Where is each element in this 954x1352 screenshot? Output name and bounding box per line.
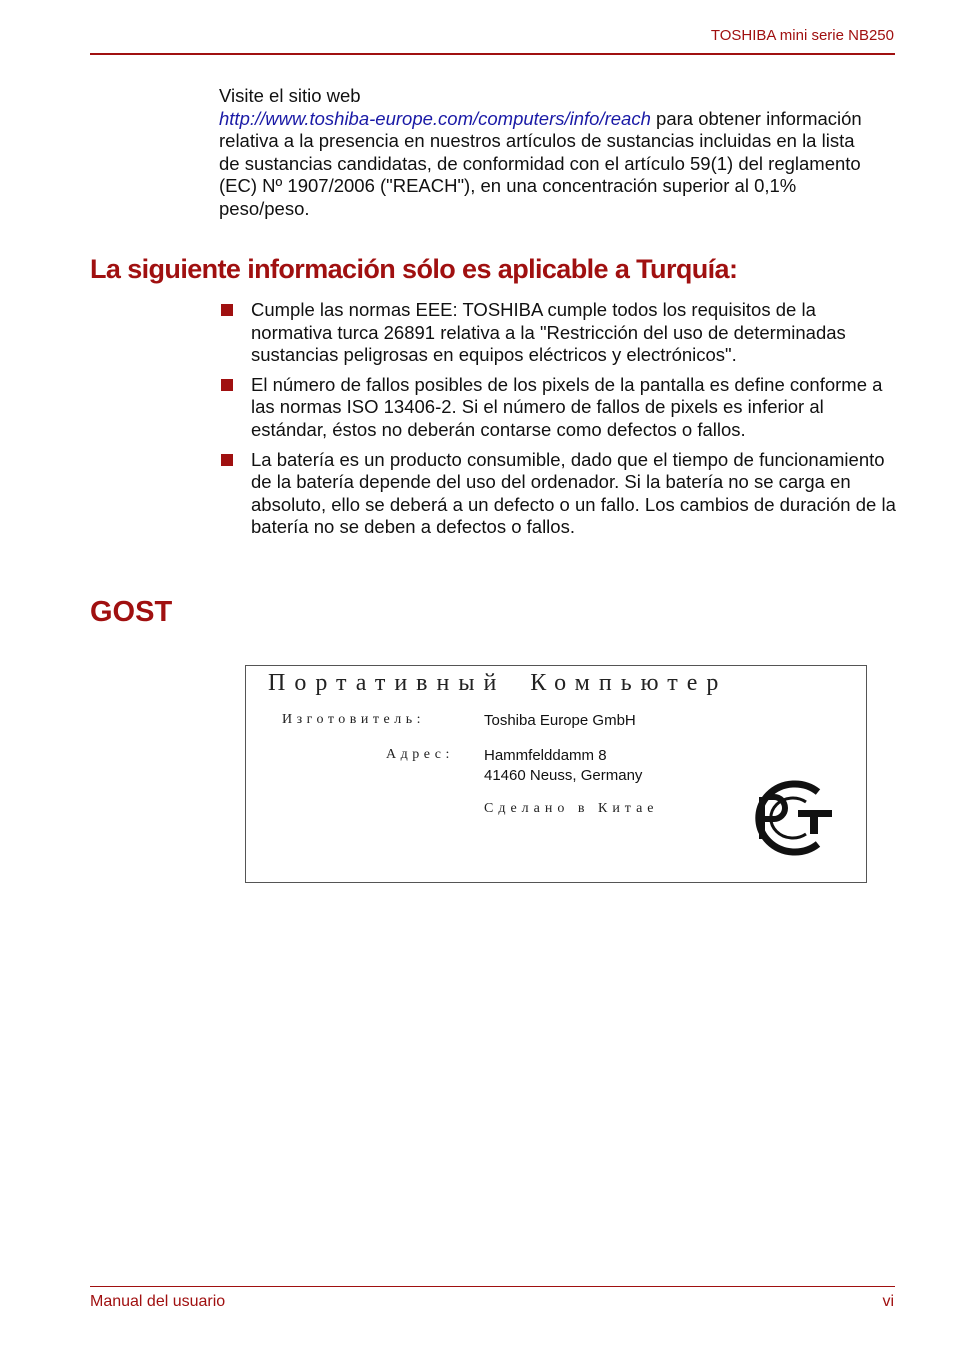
reach-paragraph [219, 85, 879, 221]
list-item [219, 299, 899, 367]
pct-certification-icon [740, 778, 840, 858]
address-line-1: Hammfelddamm 8 [484, 747, 607, 764]
header-title: TOSHIBA mini serie NB250 [710, 27, 894, 44]
manufacturer-label: Изготовитель: [282, 712, 425, 727]
bullet-text: Cumple las normas EEE: TOSHIBA cumple todos los requisitos de la normativa turca 26891 relativa a la "Restricción del uso de determinadas sustancias peligrosas en equipos eléctricos y electrónicos". [251, 299, 846, 366]
list-item [219, 449, 899, 539]
list-item [219, 374, 899, 442]
bullet-text: El número de fallos posibles de los pixels de la pantalla es define conforme a las normas ISO 13406-2. Si el número de fallos de pixels es inferior al estándar, éstos no deberán contarse como defectos o fallos. [251, 373, 883, 440]
bullet-square-icon [221, 379, 233, 391]
bullet-square-icon [221, 454, 233, 466]
product-title: Портативный Компьютер [268, 670, 728, 696]
intro-prefix: Visite el sitio web [219, 85, 361, 106]
turkey-heading: La siguiente información sólo es aplicable a Turquía: [90, 254, 738, 284]
header-rule [90, 53, 895, 55]
page-number: vi [882, 1293, 894, 1310]
manufacturer-value: Toshiba Europe GmbH [484, 712, 636, 729]
address-value [484, 746, 642, 785]
footer-manual-title: Manual del usuario [90, 1293, 226, 1310]
address-line-2: 41460 Neuss, Germany [484, 766, 643, 784]
gost-certificate [245, 665, 867, 883]
footer-rule [90, 1286, 895, 1287]
bullet-square-icon [221, 304, 233, 316]
made-in-label: Сделано в Китае [484, 801, 659, 816]
bullet-text: La batería es un producto consumible, dado que el tiempo de funcionamiento de la batería depende del uso del ordenador. Si la batería no se carga en absoluto, ello se deberá a un defecto o un fallo. Los cambios de duración de la batería no se deben a defectos o fallos. [251, 448, 896, 538]
reach-link[interactable]: http://www.toshiba-europe.com/computers/info/reach [219, 107, 651, 129]
turkey-bullet-list [219, 299, 899, 546]
intro-suffix: para obtener información relativa a la presencia en nuestros artículos de sustancias incluidas en la lista de sustancias candidatas, de conformidad con el artículo 59(1) del reglamento (EC) Nº 1907/2006 ("REACH"), en una concentración superior al 0,1% peso/peso. [219, 107, 862, 219]
gost-heading: GOST [90, 596, 173, 628]
address-label: Адрес: [386, 747, 454, 762]
